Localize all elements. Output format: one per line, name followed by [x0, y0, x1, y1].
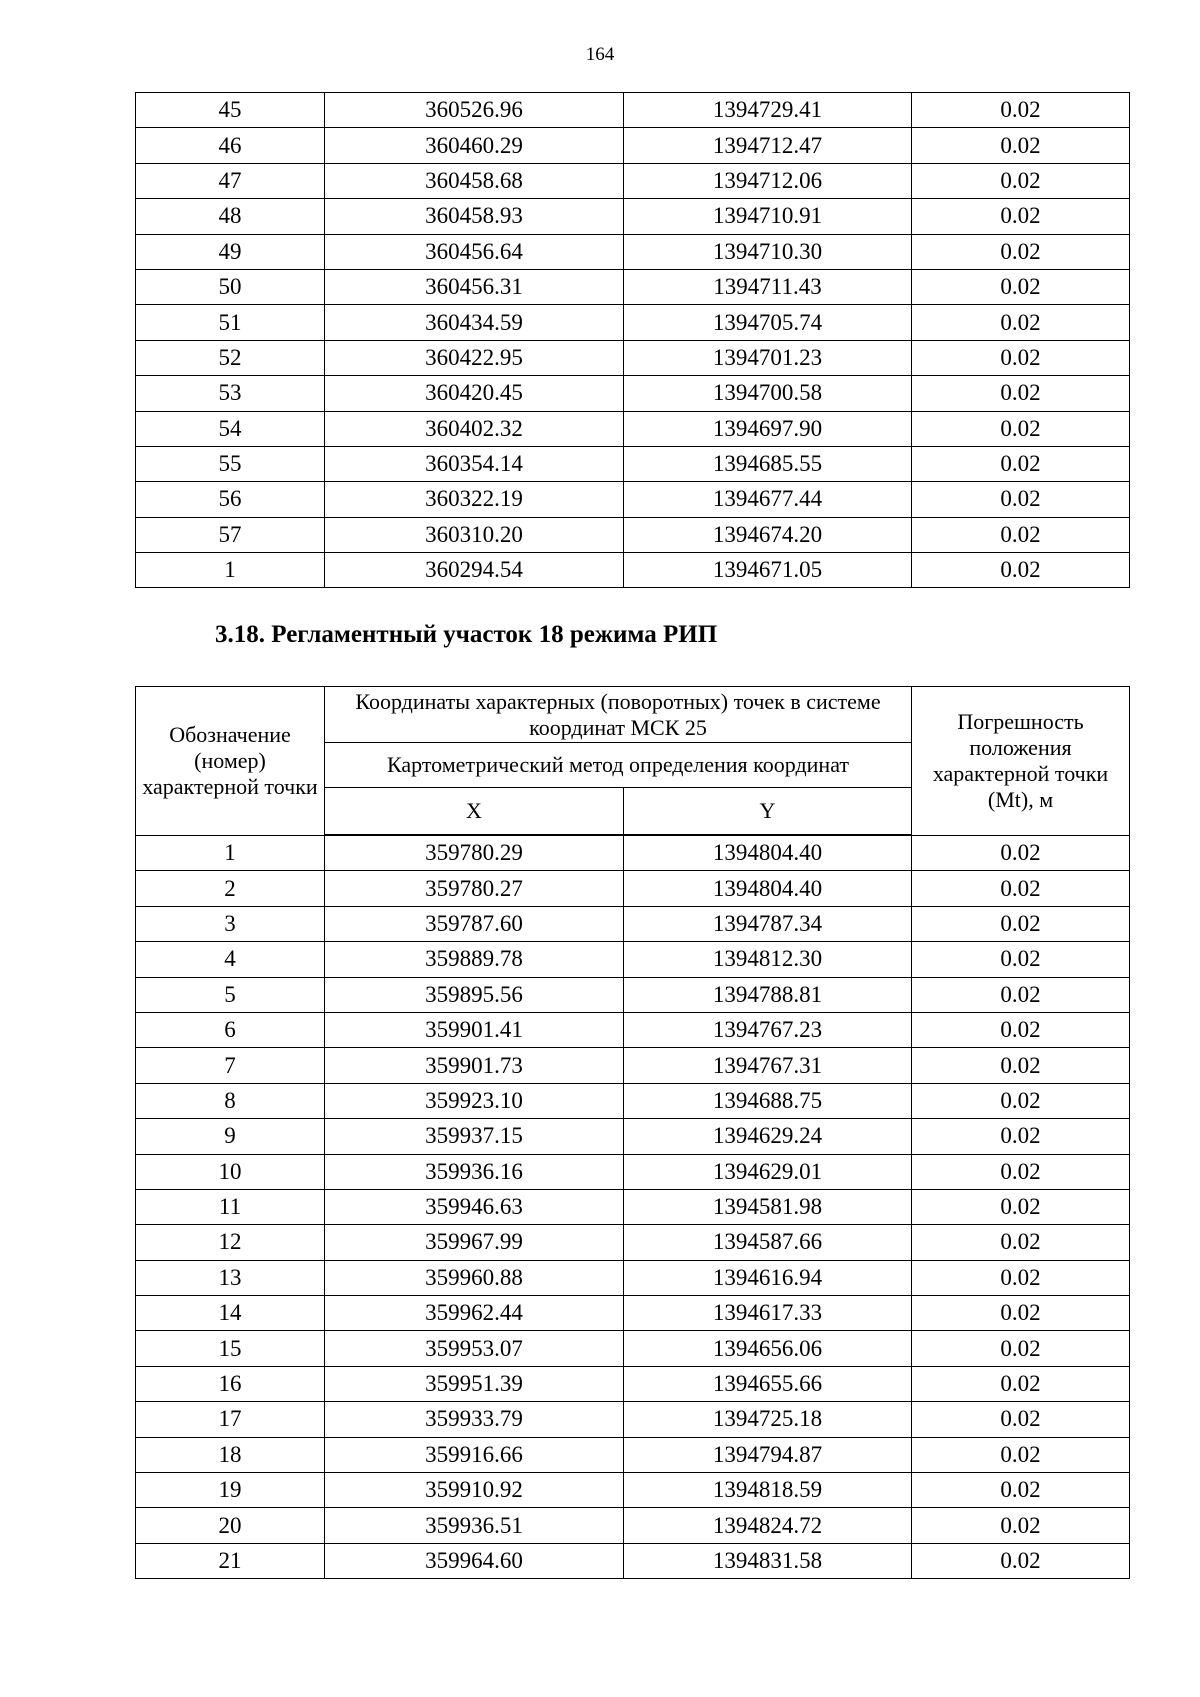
cell-y: 1394818.59: [624, 1473, 912, 1508]
cell-y: 1394711.43: [624, 269, 912, 304]
cell-error: 0.02: [912, 553, 1130, 588]
table-row: [136, 517, 1130, 552]
table-row: [136, 376, 1130, 411]
cell-error: 0.02: [912, 1473, 1130, 1508]
header-method: Картометрический метод определения координат: [325, 743, 912, 788]
cell-error: 0.02: [912, 93, 1130, 128]
cell-y: 1394671.05: [624, 553, 912, 588]
cell-y: 1394587.66: [624, 1225, 912, 1260]
cell-x: 360456.31: [325, 269, 624, 304]
cell-x: 359780.29: [325, 835, 624, 871]
table-row: [136, 1366, 1130, 1401]
table-row: [136, 1296, 1130, 1331]
cell-point-number: 55: [136, 446, 325, 481]
table-row: [136, 163, 1130, 198]
cell-x: 360310.20: [325, 517, 624, 552]
table-row: [136, 269, 1130, 304]
cell-x: 359916.66: [325, 1437, 624, 1472]
cell-error: 0.02: [912, 1119, 1130, 1154]
table-row: [136, 1473, 1130, 1508]
cell-point-number: 53: [136, 376, 325, 411]
cell-x: 359933.79: [325, 1402, 624, 1437]
cell-y: 1394804.40: [624, 835, 912, 871]
cell-error: 0.02: [912, 163, 1130, 198]
cell-error: 0.02: [912, 871, 1130, 906]
cell-x: 359901.41: [325, 1012, 624, 1047]
cell-y: 1394677.44: [624, 482, 912, 517]
cell-y: 1394767.31: [624, 1048, 912, 1083]
cell-point-number: 12: [136, 1225, 325, 1260]
cell-x: 360460.29: [325, 128, 624, 163]
header-position-error: Погрешность положения характерной точки (Mt), м: [912, 687, 1130, 836]
cell-point-number: 9: [136, 1119, 325, 1154]
cell-point-number: 50: [136, 269, 325, 304]
table-row: [136, 1225, 1130, 1260]
cell-error: 0.02: [912, 1402, 1130, 1437]
cell-point-number: 7: [136, 1048, 325, 1083]
table-row: [136, 977, 1130, 1012]
cell-x: 359910.92: [325, 1473, 624, 1508]
cell-point-number: 1: [136, 553, 325, 588]
cell-y: 1394656.06: [624, 1331, 912, 1366]
cell-x: 359780.27: [325, 871, 624, 906]
cell-point-number: 47: [136, 163, 325, 198]
cell-error: 0.02: [912, 199, 1130, 234]
cell-error: 0.02: [912, 1012, 1130, 1047]
cell-error: 0.02: [912, 411, 1130, 446]
cell-point-number: 57: [136, 517, 325, 552]
cell-y: 1394804.40: [624, 871, 912, 906]
table-row: [136, 553, 1130, 588]
table-row: [136, 835, 1130, 871]
cell-y: 1394581.98: [624, 1189, 912, 1224]
cell-error: 0.02: [912, 1366, 1130, 1401]
cell-x: 360526.96: [325, 93, 624, 128]
cell-x: 360354.14: [325, 446, 624, 481]
cell-y: 1394725.18: [624, 1402, 912, 1437]
cell-y: 1394629.24: [624, 1119, 912, 1154]
cell-y: 1394674.20: [624, 517, 912, 552]
cell-x: 359937.15: [325, 1119, 624, 1154]
cell-y: 1394685.55: [624, 446, 912, 481]
cell-point-number: 11: [136, 1189, 325, 1224]
cell-y: 1394616.94: [624, 1260, 912, 1295]
cell-error: 0.02: [912, 1260, 1130, 1295]
cell-error: 0.02: [912, 1331, 1130, 1366]
table-row: [136, 199, 1130, 234]
cell-x: 359936.51: [325, 1508, 624, 1543]
cell-point-number: 21: [136, 1543, 325, 1578]
table-row: [136, 1119, 1130, 1154]
cell-x: 359964.60: [325, 1543, 624, 1578]
cell-y: 1394710.30: [624, 234, 912, 269]
table-row: [136, 1048, 1130, 1083]
cell-point-number: 45: [136, 93, 325, 128]
table-body: [136, 835, 1130, 1579]
table-row: [136, 1083, 1130, 1118]
cell-error: 0.02: [912, 234, 1130, 269]
cell-point-number: 4: [136, 942, 325, 977]
cell-error: 0.02: [912, 1543, 1130, 1578]
cell-point-number: 46: [136, 128, 325, 163]
cell-error: 0.02: [912, 1048, 1130, 1083]
cell-x: 359946.63: [325, 1189, 624, 1224]
table-row: [136, 871, 1130, 906]
cell-point-number: 52: [136, 340, 325, 375]
cell-point-number: 20: [136, 1508, 325, 1543]
cell-error: 0.02: [912, 1296, 1130, 1331]
cell-x: 360420.45: [325, 376, 624, 411]
cell-x: 359889.78: [325, 942, 624, 977]
table-row: [136, 1437, 1130, 1472]
table-row: [136, 1508, 1130, 1543]
cell-point-number: 56: [136, 482, 325, 517]
cell-x: 359901.73: [325, 1048, 624, 1083]
cell-error: 0.02: [912, 128, 1130, 163]
table-row: [136, 1154, 1130, 1189]
cell-x: 359953.07: [325, 1331, 624, 1366]
cell-x: 359960.88: [325, 1260, 624, 1295]
page-number: 164: [585, 44, 615, 65]
cell-point-number: 13: [136, 1260, 325, 1295]
table-row: [136, 1543, 1130, 1578]
cell-x: 360458.93: [325, 199, 624, 234]
cell-y: 1394824.72: [624, 1508, 912, 1543]
cell-y: 1394712.47: [624, 128, 912, 163]
cell-error: 0.02: [912, 517, 1130, 552]
header-y: Y: [624, 788, 912, 836]
table-row: [136, 482, 1130, 517]
cell-point-number: 3: [136, 906, 325, 941]
cell-point-number: 15: [136, 1331, 325, 1366]
cell-y: 1394701.23: [624, 340, 912, 375]
cell-y: 1394812.30: [624, 942, 912, 977]
cell-error: 0.02: [912, 482, 1130, 517]
cell-x: 359951.39: [325, 1366, 624, 1401]
cell-x: 360434.59: [325, 305, 624, 340]
cell-x: 359923.10: [325, 1083, 624, 1118]
section-heading: 3.18. Регламентный участок 18 режима РИП: [215, 621, 718, 648]
cell-error: 0.02: [912, 305, 1130, 340]
cell-point-number: 49: [136, 234, 325, 269]
cell-error: 0.02: [912, 376, 1130, 411]
cell-point-number: 5: [136, 977, 325, 1012]
cell-error: 0.02: [912, 340, 1130, 375]
table-body: [136, 93, 1130, 588]
cell-y: 1394767.23: [624, 1012, 912, 1047]
cell-error: 0.02: [912, 269, 1130, 304]
table-row: [136, 906, 1130, 941]
cell-error: 0.02: [912, 1508, 1130, 1543]
cell-y: 1394729.41: [624, 93, 912, 128]
cell-x: 359967.99: [325, 1225, 624, 1260]
cell-point-number: 8: [136, 1083, 325, 1118]
cell-y: 1394655.66: [624, 1366, 912, 1401]
cell-point-number: 51: [136, 305, 325, 340]
cell-point-number: 48: [136, 199, 325, 234]
cell-error: 0.02: [912, 906, 1130, 941]
cell-error: 0.02: [912, 1225, 1130, 1260]
table-row: [136, 234, 1130, 269]
cell-point-number: 18: [136, 1437, 325, 1472]
table-row: [136, 305, 1130, 340]
cell-point-number: 10: [136, 1154, 325, 1189]
cell-point-number: 14: [136, 1296, 325, 1331]
cell-y: 1394787.34: [624, 906, 912, 941]
table-row: [136, 1260, 1130, 1295]
cell-y: 1394697.90: [624, 411, 912, 446]
cell-y: 1394700.58: [624, 376, 912, 411]
cell-error: 0.02: [912, 1154, 1130, 1189]
table-row: [136, 1331, 1130, 1366]
cell-x: 360322.19: [325, 482, 624, 517]
cell-error: 0.02: [912, 446, 1130, 481]
cell-x: 360402.32: [325, 411, 624, 446]
cell-x: 360456.64: [325, 234, 624, 269]
table-row: [136, 340, 1130, 375]
cell-y: 1394710.91: [624, 199, 912, 234]
cell-x: 359962.44: [325, 1296, 624, 1331]
table-row: [136, 411, 1130, 446]
cell-error: 0.02: [912, 1083, 1130, 1118]
cell-x: 359787.60: [325, 906, 624, 941]
table-row: [136, 93, 1130, 128]
table-row: [136, 1189, 1130, 1224]
header-x: X: [325, 788, 624, 836]
table-row: [136, 128, 1130, 163]
table-row: [136, 446, 1130, 481]
table-row: [136, 942, 1130, 977]
cell-point-number: 2: [136, 871, 325, 906]
cell-error: 0.02: [912, 1437, 1130, 1472]
cell-x: 359895.56: [325, 977, 624, 1012]
cell-y: 1394831.58: [624, 1543, 912, 1578]
cell-y: 1394617.33: [624, 1296, 912, 1331]
cell-point-number: 1: [136, 835, 325, 871]
cell-y: 1394705.74: [624, 305, 912, 340]
cell-error: 0.02: [912, 1189, 1130, 1224]
cell-error: 0.02: [912, 942, 1130, 977]
cell-point-number: 17: [136, 1402, 325, 1437]
cell-y: 1394629.01: [624, 1154, 912, 1189]
table-header: [136, 687, 1130, 836]
coordinates-table-continued: [135, 92, 1130, 588]
cell-point-number: 19: [136, 1473, 325, 1508]
cell-x: 360294.54: [325, 553, 624, 588]
table-row: [136, 1012, 1130, 1047]
cell-point-number: 54: [136, 411, 325, 446]
cell-x: 359936.16: [325, 1154, 624, 1189]
cell-point-number: 16: [136, 1366, 325, 1401]
cell-x: 360422.95: [325, 340, 624, 375]
header-point-number: Обозначение (номер) характерной точки: [136, 687, 325, 836]
cell-error: 0.02: [912, 977, 1130, 1012]
cell-y: 1394794.87: [624, 1437, 912, 1472]
table-row: [136, 1402, 1130, 1437]
cell-y: 1394688.75: [624, 1083, 912, 1118]
cell-y: 1394788.81: [624, 977, 912, 1012]
cell-y: 1394712.06: [624, 163, 912, 198]
cell-error: 0.02: [912, 835, 1130, 871]
cell-point-number: 6: [136, 1012, 325, 1047]
cell-x: 360458.68: [325, 163, 624, 198]
header-coordinates-group: Координаты характерных (поворотных) точек в системе координат МСК 25: [325, 687, 912, 743]
coordinates-table: [135, 686, 1130, 1579]
